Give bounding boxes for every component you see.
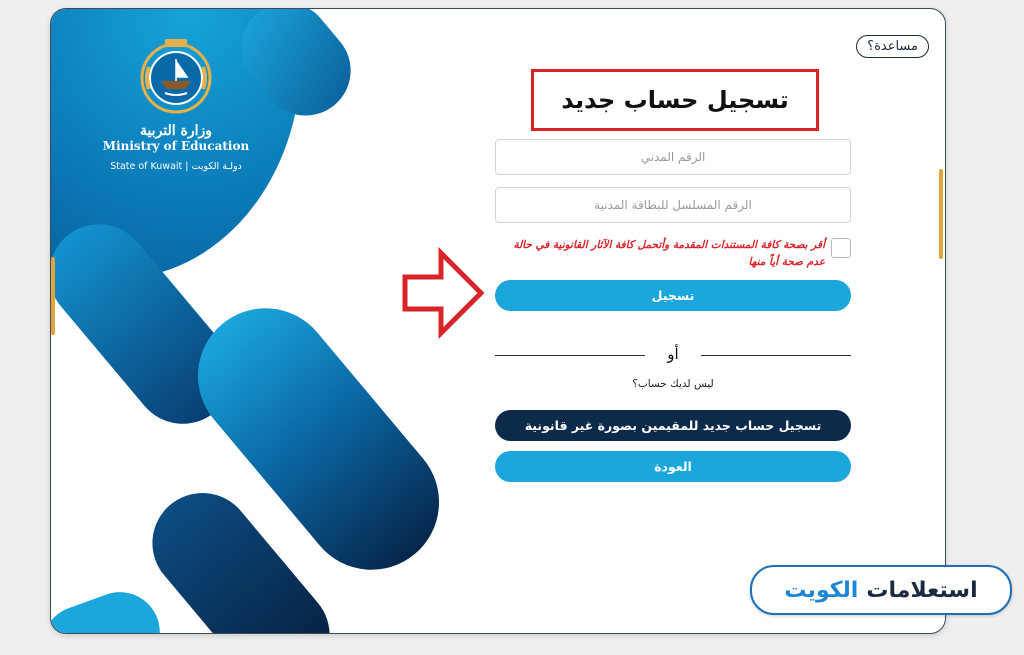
title-highlight-box: [531, 69, 819, 131]
or-divider: [495, 345, 851, 365]
decorative-bar: [939, 169, 943, 259]
decorative-shape: [51, 581, 171, 633]
kuwait-emblem-icon: [135, 37, 217, 119]
arrow-right-icon: [401, 247, 485, 339]
civil-id-input[interactable]: [495, 139, 851, 175]
ministry-name-en: Ministry of Education: [102, 139, 250, 153]
ministry-name-ar: وزارة التربية: [139, 123, 213, 139]
watermark-part-2: الكويت: [784, 577, 859, 603]
decorative-bar: [51, 257, 55, 335]
register-button[interactable]: تسجيل: [495, 280, 851, 311]
watermark-logo: [750, 565, 1012, 615]
ministry-logo: [102, 37, 250, 172]
back-button[interactable]: العودة: [495, 451, 851, 482]
watermark-part-1: استعلامات: [866, 577, 978, 603]
no-account-label: ليس لديك حساب؟: [632, 378, 714, 390]
consent-checkbox[interactable]: [831, 238, 851, 258]
or-label: أو: [667, 345, 679, 363]
register-illegal-residents-button[interactable]: تسجيل حساب جديد للمقيمين بصورة غير قانونية: [495, 410, 851, 441]
help-button[interactable]: مساعدة؟: [856, 35, 929, 58]
divider-line: [701, 355, 851, 356]
state-label: State of Kuwait | دولـة الكويت: [110, 161, 242, 172]
page-title: تسجيل حساب جديد: [561, 86, 789, 114]
consent-label: أقر بصحة كافة المستندات المقدمة وأتحمل كافة الآثار القانونية في حالة عدم صحة أياً منها: [513, 239, 825, 268]
civil-card-serial-input[interactable]: [495, 187, 851, 223]
login-card: [50, 8, 946, 634]
